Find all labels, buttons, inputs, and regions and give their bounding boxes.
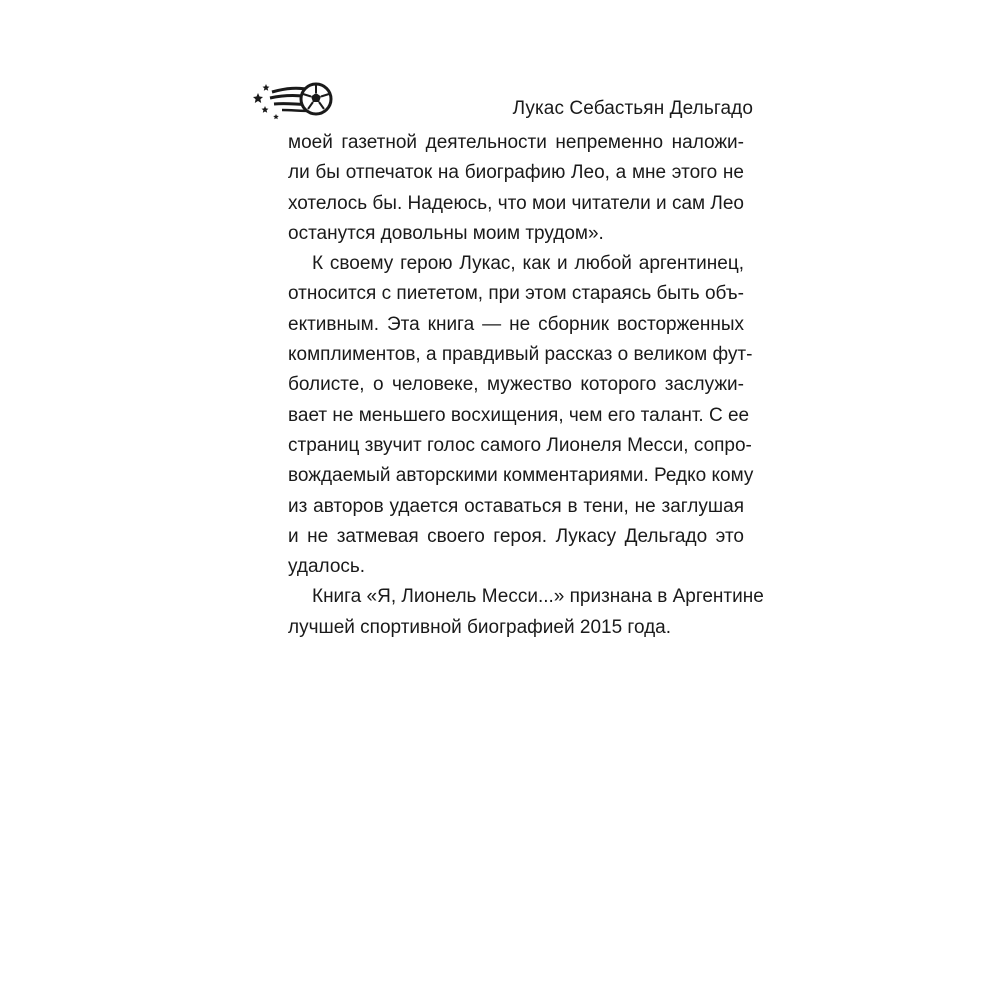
text-line: останутся довольны моим трудом». <box>288 222 604 244</box>
text-line: вождаемый авторскими комментариями. Редко кому <box>288 465 754 487</box>
text-line: страниц звучит голос самого Лионеля Месси, сопро- <box>288 434 752 456</box>
text-line: удалось. <box>288 556 366 578</box>
text-line: Книга «Я, Лионель Месси...» признана в Аргентине <box>312 586 764 608</box>
text-line: вает не меньшего восхищения, чем его талант. С ее <box>288 404 750 426</box>
text-line: комплиментов, а правдивый рассказ о великом фут- <box>288 344 753 366</box>
text-line: ективным. Эта книга — не сборник восторженных <box>288 313 744 335</box>
text-line: болисте, о человеке, мужество которого заслужи- <box>288 374 744 396</box>
text-line: из авторов удается оставаться в тени, не заглушая <box>288 495 744 517</box>
text-line: относится с пиететом, при этом стараясь быть объ- <box>288 283 744 305</box>
text-line: ли бы отпечаток на биографию Лео, а мне этого не <box>288 162 744 184</box>
text-line: К своему герою Лукас, как и любой аргентинец, <box>312 253 744 275</box>
soccer-ball-with-stars-icon <box>252 78 334 120</box>
text-line: и не затмевая своего героя. Лукасу Дельгадо это <box>288 525 744 547</box>
body-text <box>288 128 764 643</box>
text-line: лучшей спортивной биографией 2015 года. <box>288 616 672 638</box>
running-header-author: Лукас Себастьян Дельгадо <box>512 98 753 119</box>
text-line: моей газетной деятельности непременно наложи- <box>288 132 744 153</box>
text-line: хотелось бы. Надеюсь, что мои читатели и сам Лео <box>288 192 744 214</box>
